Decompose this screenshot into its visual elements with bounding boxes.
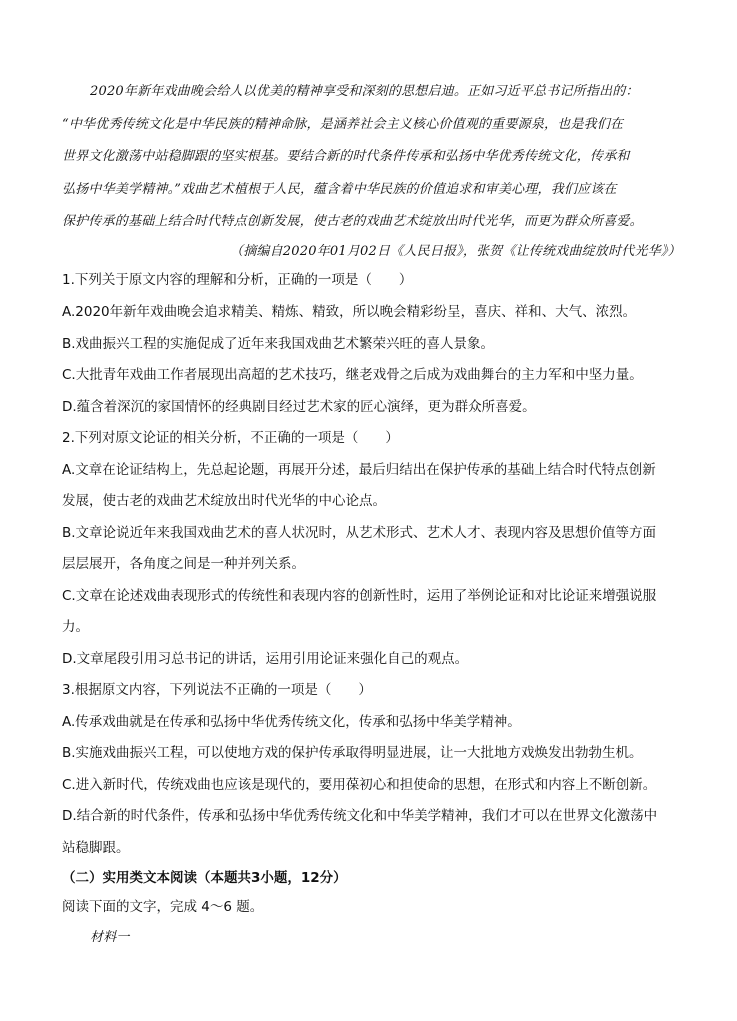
question-2-stem: 2.下列对原文论证的相关分析，不正确的一项是（ ） (62, 430, 399, 446)
passage-line-1: 2020年新年戏曲晚会给人以优美的精神享受和深刻的思想启迪。正如习近平总书记所指出的： (90, 84, 639, 99)
question-1-stem: 1.下列关于原文内容的理解和分析，正确的一项是（ ） (62, 272, 413, 288)
question-2-option-b-cont: 层层展开，各角度之间是一种并列关系。 (62, 556, 305, 572)
question-2-option-a-cont: 发展，使古老的戏曲艺术绽放出时代光华的中心论点。 (62, 493, 386, 509)
question-1-option-b: B.戏曲振兴工程的实施促成了近年来我国戏曲艺术繁荣兴旺的喜人景象。 (62, 336, 495, 352)
material-label: 材料一 (90, 930, 130, 945)
question-3-option-a: A.传承戏曲就是在传承和弘扬中华优秀传统文化，传承和弘扬中华美学精神。 (62, 714, 521, 730)
question-1-option-c: C.大批青年戏曲工作者展现出高超的艺术技巧，继老戏骨之后成为戏曲舞台的主力军和中坚力量。 (62, 367, 643, 383)
question-3-option-d: D.结合新的时代条件，传承和弘扬中华优秀传统文化和中华美学精神，我们才可以在世界文化激荡中 (62, 808, 658, 824)
question-3-option-d-cont: 站稳脚跟。 (62, 840, 130, 856)
question-3-option-c: C.进入新时代，传统戏曲也应该是现代的，要用葆初心和担使命的思想，在形式和内容上不断创新。 (62, 777, 657, 793)
question-2-option-c: C.文章在论述戏曲表现形式的传统性和表现内容的创新性时，运用了举例论证和对比论证来增强说服 (62, 588, 657, 604)
passage-line-4: 弘扬中华美学精神。”戏曲艺术植根于人民，蕴含着中华民族的价值追求和审美心理，我们应该在 (62, 182, 617, 197)
question-2-option-d: D.文章尾段引用习总书记的讲话，运用引用论证来强化自己的观点。 (62, 651, 469, 667)
question-3-stem: 3.根据原文内容，下列说法不正确的一项是（ ） (62, 682, 372, 698)
passage-line-3: 世界文化激荡中站稳脚跟的坚实根基。要结合新的时代条件传承和弘扬中华优秀传统文化，传承和 (62, 149, 630, 164)
passage-line-5: 保护传承的基础上结合时代特点创新发展，使古老的戏曲艺术绽放出时代光华，而更为群众所喜爱。 (62, 214, 643, 229)
passage-line-2: “中华优秀传统文化是中华民族的精神命脉，是涵养社会主义核心价值观的重要源泉，也是我们在 (62, 117, 624, 132)
passage-source: （摘编自2020年01月02日《人民日报》，张贺《让传统戏曲绽放时代光华》） (230, 244, 681, 259)
section-instruction: 阅读下面的文字，完成 4～6 题。 (62, 899, 264, 915)
question-2-option-b: B.文章论说近年来我国戏曲艺术的喜人状况时，从艺术形式、艺术人才、表现内容及思想价值等方面 (62, 525, 657, 541)
question-1-option-a: A.2020年新年戏曲晚会追求精美、精炼、精致，所以晚会精彩纷呈，喜庆、祥和、大气、浓烈。 (62, 304, 637, 320)
question-2-option-c-cont: 力。 (62, 619, 89, 635)
question-3-option-b: B.实施戏曲振兴工程，可以使地方戏的保护传承取得明显进展，让一大批地方戏焕发出勃勃生机。 (62, 745, 643, 761)
question-2-option-a: A.文章在论证结构上，先总起论题，再展开分述，最后归结出在保护传承的基础上结合时代特点创新 (62, 462, 656, 478)
question-1-option-d: D.蕴含着深沉的家国情怀的经典剧目经过艺术家的匠心演绎，更为群众所喜爱。 (62, 399, 536, 415)
section-heading: （二）实用类文本阅读（本题共3小题，12分） (62, 870, 347, 886)
